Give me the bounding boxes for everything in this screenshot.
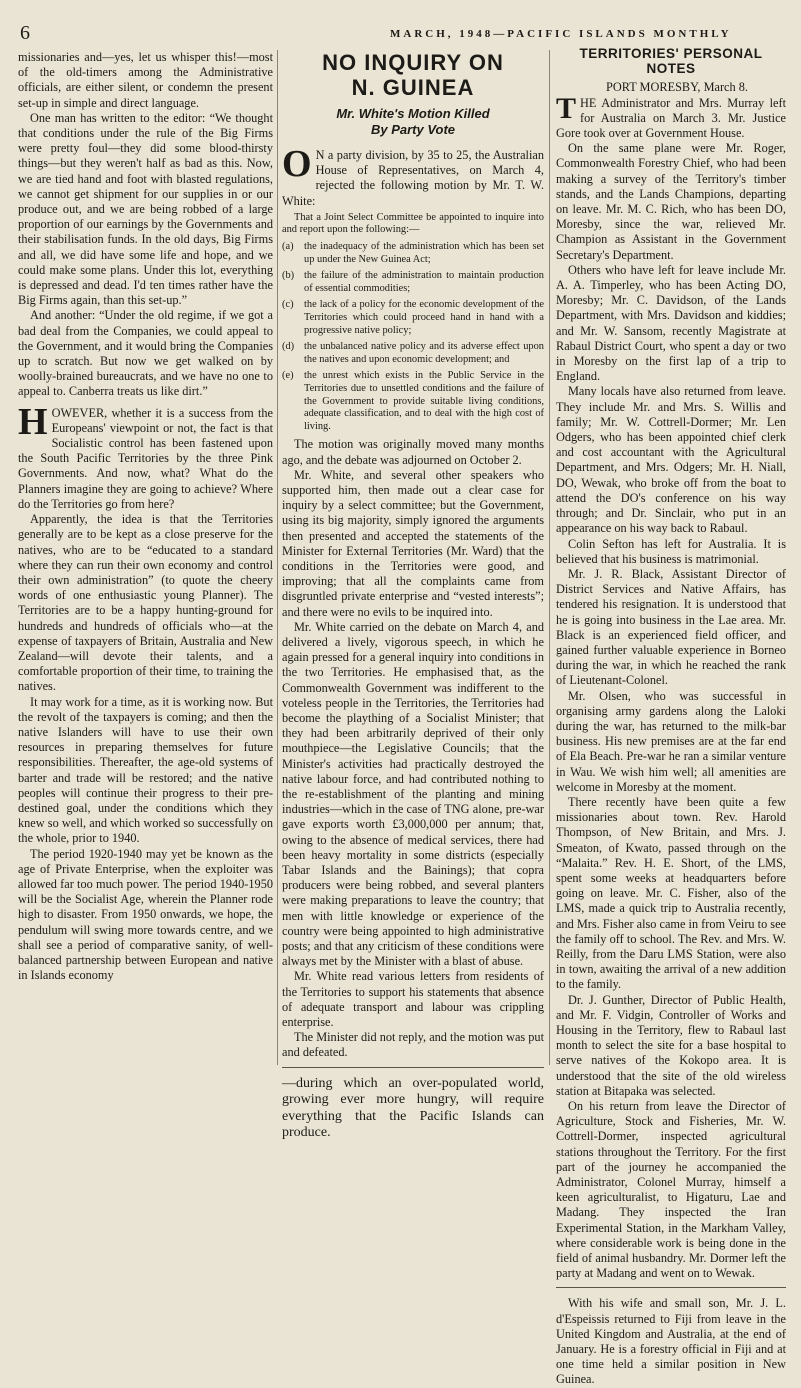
paragraph: The Minister did not reply, and the motion was put and defeated. xyxy=(282,1030,544,1060)
paragraph: Others who have left for leave include Mr. A. A. Timperley, who has been Acting DO, Moresby; Mr. C. Davidson, of the Lands Department, with Mrs. Davidson and kiddies; and Mr. W. Sansom, recently Magistrate at Rabaul District Court, who spent a day or two in Moresby on the first lap of a trip to England. xyxy=(556,262,786,384)
motion-item-text: the unbalanced native policy and its adverse effect upon the natives and upon economic development; and xyxy=(304,341,544,365)
article-subhead xyxy=(282,106,544,138)
motion-item-text: the unrest which exists in the Public Service in the Territories due to unsettled conditions and the failure of the Government to provide suitable living conditions, adequate classification, and to deal with the high cost of living. xyxy=(304,370,544,432)
motion-item-mark: (a) xyxy=(282,241,294,252)
paragraph: missionaries and—yes, let us whisper this!—most of the old-timers among the Administrative officials, are either silent, or condemn the present set-up in simple and direct language. xyxy=(18,50,273,110)
lead-paragraph xyxy=(282,143,544,209)
lead-paragraph xyxy=(556,91,786,142)
paragraph-text: OWEVER, whether it is a success from the Europeans' viewpoint or not, the fact is that Socialistic control has been fastened upon the South Pacific Territories by the three Pink Governments. And now, what? What do the Planners imagine they are going to achieve? Where do the Territories go from here? xyxy=(18,405,273,511)
subhead-line: By Party Vote xyxy=(370,122,456,137)
running-title: MARCH, 1948—PACIFIC ISLANDS MONTHLY xyxy=(390,28,732,40)
motion-item-mark: (b) xyxy=(282,270,295,282)
motion-item xyxy=(282,270,544,295)
headline-line: N. GUINEA xyxy=(351,75,475,100)
dropcap-paragraph xyxy=(18,400,273,512)
motion-item-text: the inadequacy of the administration which has been set up under the New Guinea Act; xyxy=(304,241,544,265)
paragraph: On his return from leave the Director of Agriculture, Stock and Fisheries, Mr. W. Cottrell-Dormer, inspected agricultural stations throughout the Territory. For the first part of the journey he accompanied the Administrator, Colonel Murray, himself a keen agriculturalist, to Higaturu, Lae and Madang. They inspected the Iran Experimental Station, in the Markham Valley, where considerable work is being done in the field of animal husbandry. Mr. Dormer left the party at Madang and went on to Wewak. xyxy=(556,1099,786,1281)
drop-cap: O xyxy=(282,143,312,185)
motion-item-mark: (e) xyxy=(282,370,294,382)
motion-intro: That a Joint Select Committee be appointed to inquire into and report upon the following:— xyxy=(282,211,544,236)
paragraph: Apparently, the idea is that the Territories generally are to be kept as a close preserve for the natives, who are to be “educated to a standard where they can run their own economy and control their own administration” (to quote the cheery words of one enthusiastic young Planner). The Territories are to be a happy hunting-ground for hundreds and hundreds of officials who—at the expense of taxpayers of Britain, Australia and New Zealand—will devote their talents, and a comfortable proportion of their time, to training the natives. xyxy=(18,512,273,694)
motion-item xyxy=(282,341,544,366)
paragraph: There recently have been quite a few missionaries about town. Rev. Harold Thompson, of New Britain, and Mrs. J. Smeaton, of Kwato, passed through on the “Malaita.” Rev. H. E. Short, of the LMS, spent some weeks at headquarters before going on leave. Mr. C. Fisher, also of the LMS, made a quick trip to Australia recently, and Mrs. Fisher also came in from Veiru to see the family off to school. The Rev. and Mrs. W. Reilly, from the Daru LMS Station, were also in town, awaiting the arrival of a new addition to the family. xyxy=(556,794,786,992)
page-number: 6 xyxy=(20,22,30,44)
paragraph-text: HE Administrator and Mrs. Murray left for Australia on March 3. Mr. Justice Gore took over at Government House. xyxy=(556,95,786,141)
motion-item xyxy=(282,241,544,266)
paragraph: Mr. White read various letters from residents of the Territories to support his statements that absence of adequate transport and labour was crippling enterprise. xyxy=(282,969,544,1030)
motion-item xyxy=(282,370,544,433)
column-divider xyxy=(277,50,278,1065)
paragraph: Mr. White, and several other speakers who supported him, then made out a clear case for inquiry by a select committee; but the Government, using its big majority, simply ignored the arguments then presented and accepted the statements of the Minister for External Territories (Mr. Ward) that the conditions in the Territories were good, and improving; that all the complaints came from disgruntled private enterprise and “vested interests”; and there were no evils to be inquired into. xyxy=(282,467,544,619)
motion-item-text: the lack of a policy for the economic development of the Territories which could proceed hand in hand with a progressive native policy; xyxy=(304,299,544,336)
paragraph: One man has written to the editor: “We thought that conditions under the rule of the Big Firms were pretty foul—they did some blood-thirsty things—but they weren't half as bad as this. Now, we are tied hand and foot with blasted regulations, we cannot get shipment for our supplies in or our produce out, and we are being robbed of a large proportion of our earnings by the Governments and their stabilisation funds. In the old days, Big Firms and all, we did have some life and hope, and we could make some plans. Under this lot, everything is depressed and dead. I'd ten times rather have the Big Firms again, than this set-up.” xyxy=(18,110,273,308)
paragraph: Mr. Olsen, who was successful in organising army gardens along the Laloki during the war, has returned to the milk-bar business. His new premises are at the far end of Ela Beach. Pre-war he ran a similar venture in Wau. We wish him well; all amenities are welcome in Moresby at the moment. xyxy=(556,688,786,794)
headline-line: NO INQUIRY ON xyxy=(322,50,504,75)
drop-cap: T xyxy=(556,91,577,125)
paragraph: Mr. J. R. Black, Assistant Director of District Services and Native Affairs, has tendered his resignation. It is understood that he is going into business in the Lae area. Mr. Black is an experienced field officer, and gained further valuable experience in Borneo during the war, in which he reached the rank of Lieutenant-Colonel. xyxy=(556,566,786,688)
column-left xyxy=(18,50,273,983)
paragraph: And another: “Under the old regime, if we got a bad deal from the Companies, we could appeal to the Government, and it would bring the Companies up to scratch. But now we get walked on by woolly-brained bureaucrats, and we have no one to appeal to. Canberra treats us like dirt.” xyxy=(18,308,273,399)
subhead-line: Mr. White's Motion Killed xyxy=(336,106,490,121)
paragraph: On the same plane were Mr. Roger, Commonwealth Forestry Chief, who had been making a survey of the Territory's timber stands, and the Lands Champions, departing on leave. Mr. M. C. Rich, who has been DO, Moresby, since the war, relieved Mr. Champion as Assistant in the Government Secretary's Department. xyxy=(556,141,786,262)
paragraph: The period 1920-1940 may yet be known as the age of Private Enterprise, when the exploiter was allowed far too much power. The period 1940-1950 will be the Socialist Age, wherein the Planner rode high to disaster. From 1950 onwards, we hope, the pendulum will swing more towards centre, and we shall see a period of comparative sanity, of well-balanced partnership between European and native in Islands economy xyxy=(18,846,273,983)
motion-list xyxy=(282,241,544,433)
drop-cap: H xyxy=(18,400,48,443)
divider xyxy=(282,1067,544,1068)
paragraph: Colin Sefton has left for Australia. It is believed that his business is matrimonial. xyxy=(556,536,786,566)
column-middle xyxy=(282,50,544,1142)
paragraph: Many locals have also returned from leave. They include Mr. and Mrs. S. Willis and family; Mr. W. Cottrell-Dormer; Mr. Len Odgers, who has been appointed chief clerk and cost accountant with the Agricultural Department, and Mrs. Odgers; Mr. H. Niall, DO, Wewak, who broke off from the boat to attend the DO's conference on his way through; and Dr. Sinclair, who put in an appearance on his way back to Rabaul. xyxy=(556,384,786,536)
continuation-paragraph: —during which an over-populated world, growing ever more hungry, will require everything that the Pacific Islands can produce. xyxy=(282,1075,544,1141)
column-right xyxy=(556,46,786,1388)
paragraph: It may work for a time, as it is working now. But the revolt of the taxpayers is coming; and then the native Islanders will have to use their own resources in preparing themselves for future responsibilities. Thereafter, the age-old systems of barter and trade will be restored; and the native peoples will continue their progress to their pre-destined goal, under the conditions which they knew so well, and which worked so successfully on the whole, prior to 1940. xyxy=(18,694,273,846)
column-divider xyxy=(549,50,550,1065)
article-headline xyxy=(282,50,544,100)
paragraph: With his wife and small son, Mr. J. L. d'Espeissis returned to Fiji from leave in the United Kingdom and Australia, at the end of January. He is a forestry official in Fiji and at one time held a similar position in New Guinea. xyxy=(556,1296,786,1387)
motion-item-text: the failure of the administration to maintain production of essential commodities; xyxy=(304,270,544,294)
section-title: TERRITORIES' PERSONAL NOTES xyxy=(579,46,763,77)
paragraph: The motion was originally moved many months ago, and the debate was adjourned on October 2. xyxy=(282,437,544,467)
paragraph: Dr. J. Gunther, Director of Public Health, and Mr. F. Vidgin, Controller of Works and Housing in the Territory, flew to Rabaul last month to select the site for a base hospital to serve natives of the Kokopo area. It is understood that the site of the old wireless station at Bitapaka was selected. xyxy=(556,992,786,1098)
motion-item-mark: (d) xyxy=(282,341,295,353)
dateline: PORT MORESBY, March 8. xyxy=(606,80,748,95)
motion-item xyxy=(282,299,544,337)
motion-text xyxy=(282,212,544,434)
divider xyxy=(556,1287,786,1288)
paragraph-text: N a party division, by 35 to 25, the Australian House of Representatives, on March 4, rejected the following motion by Mr. T. W. White: xyxy=(282,148,544,208)
page-header xyxy=(18,22,784,46)
motion-item-mark: (c) xyxy=(282,299,294,311)
paragraph: Mr. White carried on the debate on March 4, and delivered a lively, vigorous speech, in which he again pressed for a general inquiry into conditions in the two Territories. He emphasised that, as the Commonwealth Government was indifferent to the voteless people in the Territories, the Territories had become the plaything of a Socialist Minister; that they had been arbitrarily deprived of their only mouthpiece—the Legislative Councils; that the Minister's activities had practically destroyed the native labour force, and had contributed nothing to the re-establishment of the planting and mining industries—which in the case of TNG alone, pre-war gave exports worth £3,000,000 per annum; that, owing to the absence of medical services, there had been heavy mortality in some districts (especially Tabar Islands and the Bainings); that copra producers were being robbed, and several planters were making preparations to leave the country; that men with little knowledge or experience of the country were being appointed to high administrative posts; and that any criticism of these conditions were always met by the Minister with a blast of abuse. xyxy=(282,619,544,969)
